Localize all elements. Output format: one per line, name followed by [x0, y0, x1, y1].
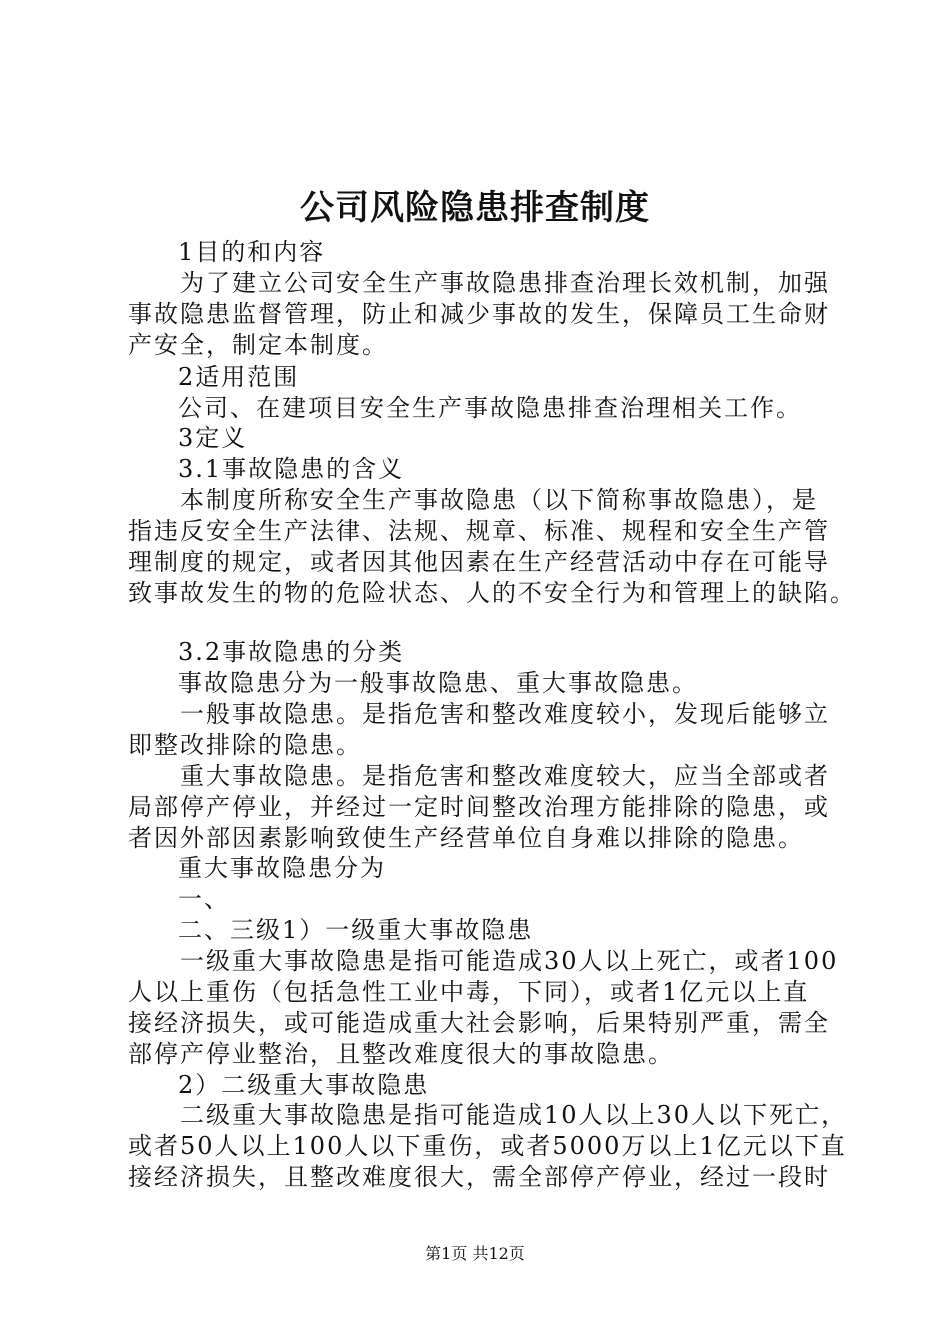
text-line: 事故隐患分为一般事故隐患、重大事故隐患。	[178, 669, 698, 697]
text-line: 3定义	[178, 424, 248, 452]
text-line: 局部停产停业，并经过一定时间整改治理方能排除的隐患，或	[128, 793, 830, 821]
text-line: 事故隐患监督管理，防止和减少事故的发生，保障员工生命财	[128, 300, 830, 328]
text-line: 接经济损失，且整改难度很大，需全部停产停业，经过一段时	[128, 1163, 830, 1191]
text-line: 二级重大事故隐患是指可能造成10人以上30人以下死亡，	[180, 1101, 848, 1129]
text-line: 或者50人以上100人以下重伤，或者5000万以上1亿元以下直	[128, 1132, 847, 1160]
page-number-footer: 第1页 共12页	[425, 1244, 525, 1263]
text-line: 2）二级重大事故隐患	[178, 1071, 430, 1099]
text-line: 公司、在建项目安全生产事故隐患排查治理相关工作。	[178, 394, 802, 422]
text-line: 重大事故隐患。是指危害和整改难度较大，应当全部或者	[180, 762, 830, 790]
text-line: 一级重大事故隐患是指可能造成30人以上死亡，或者100	[180, 947, 839, 975]
text-line: 即整改排除的隐患。	[128, 731, 362, 759]
text-line: 为了建立公司安全生产事故隐患排查治理长效机制，加强	[180, 269, 830, 297]
document-title: 公司风险隐患排查制度	[300, 188, 650, 228]
text-line: 产安全，制定本制度。	[128, 331, 388, 359]
text-line: 致事故发生的物的危险状态、人的不安全行为和管理上的缺陷。	[128, 579, 856, 607]
text-line: 一般事故隐患。是指危害和整改难度较小，发现后能够立	[180, 700, 830, 728]
text-line: 一、	[178, 885, 230, 913]
text-line: 3.2事故隐患的分类	[178, 638, 405, 666]
text-line: 指违反安全生产法律、法规、规章、标准、规程和安全生产管	[128, 517, 830, 545]
text-line: 理制度的规定，或者因其他因素在生产经营活动中存在可能导	[128, 548, 830, 576]
text-line: 者因外部因素影响致使生产经营单位自身难以排除的隐患。	[128, 824, 804, 852]
text-line: 3.1事故隐患的含义	[178, 455, 405, 483]
text-line: 2适用范围	[178, 363, 300, 391]
text-line: 部停产停业整治，且整改难度很大的事故隐患。	[128, 1040, 674, 1068]
text-line: 接经济损失，或可能造成重大社会影响，后果特别严重，需全	[128, 1009, 830, 1037]
text-line: 二、三级1）一级重大事故隐患	[178, 916, 534, 944]
text-line: 1目的和内容	[178, 238, 326, 266]
text-line: 人以上重伤（包括急性工业中毒，下同），或者1亿元以上直	[128, 978, 810, 1006]
text-line: 重大事故隐患分为	[178, 854, 386, 882]
text-line: 本制度所称安全生产事故隐患（以下简称事故隐患），是	[180, 486, 818, 514]
